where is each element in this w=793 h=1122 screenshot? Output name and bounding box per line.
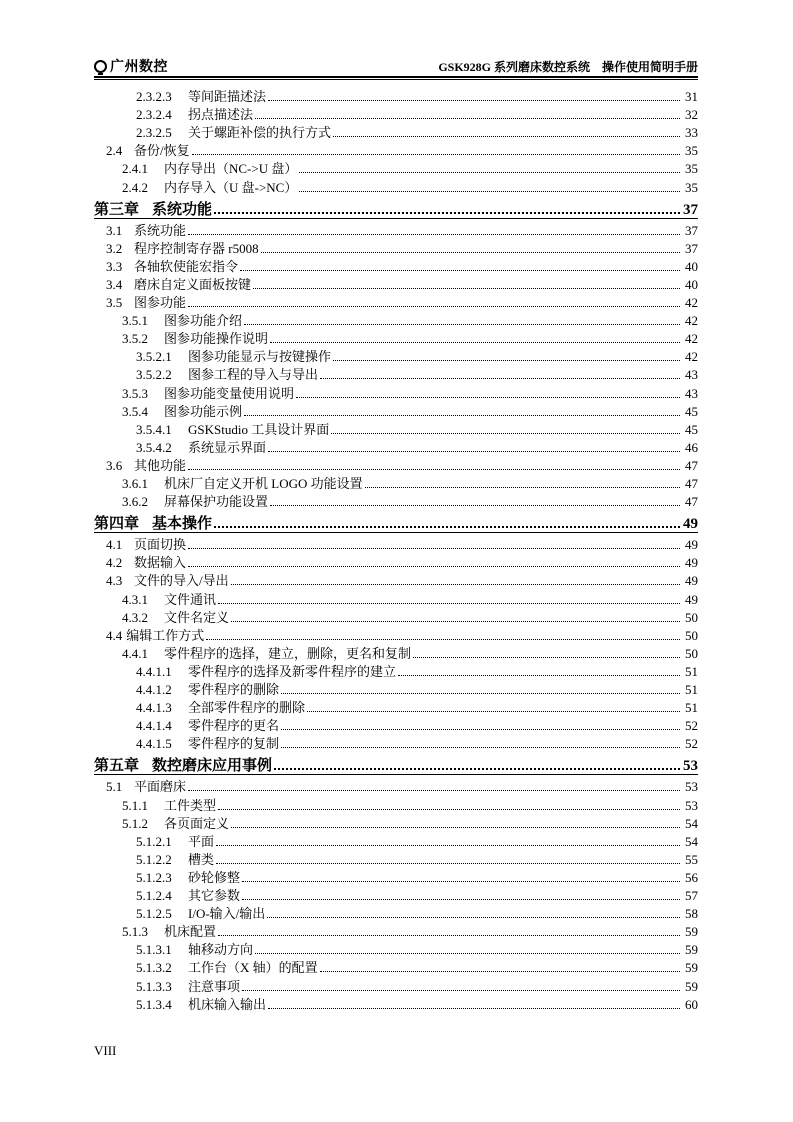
toc-title: 屏幕保护功能设置: [164, 494, 269, 510]
toc-row[interactable]: [94, 328, 698, 346]
gsk-logo: [94, 56, 168, 76]
toc-row[interactable]: [94, 104, 698, 122]
toc-row[interactable]: [94, 437, 698, 455]
dot-leader: [255, 952, 680, 954]
chapter-underline: [94, 774, 698, 775]
toc-row[interactable]: [94, 419, 698, 437]
header-rule-thin: [94, 79, 698, 80]
toc-page-number: 42: [685, 331, 698, 347]
toc-page-number: 51: [685, 682, 698, 697]
toc-title: 机床输入输出: [188, 996, 267, 1012]
toc-row[interactable]: [94, 643, 698, 661]
toc-number: 第四章: [94, 516, 140, 533]
dot-leader: [365, 486, 680, 488]
toc-row[interactable]: [94, 994, 698, 1012]
toc-page-number: 50: [685, 627, 698, 643]
toc-page-number: 45: [685, 421, 698, 437]
toc-number: 3.5.4: [122, 403, 148, 419]
toc-row[interactable]: [94, 921, 698, 939]
toc-page-number: 49: [685, 555, 698, 571]
dot-leader: [299, 190, 680, 192]
dot-leader: [268, 99, 680, 101]
toc-number: 2.4.2: [122, 179, 148, 195]
dot-leader: [188, 565, 680, 567]
dot-leader: [270, 504, 680, 506]
toc-number: 5.1.2.3: [136, 869, 172, 885]
toc-chapter-row[interactable]: [94, 510, 698, 532]
header-rule: [94, 76, 698, 78]
toc-row[interactable]: [94, 177, 698, 195]
toc-title: 各轴软使能宏指令: [134, 258, 239, 274]
toc-title: 机床配置: [164, 924, 217, 940]
toc-title: 图参功能操作说明: [164, 331, 269, 347]
toc-number: 3.5.2.1: [136, 349, 172, 365]
toc-number: 4.2: [106, 555, 123, 571]
dot-leader: [296, 396, 680, 398]
dot-leader: [188, 789, 680, 791]
toc-number: 3.6.2: [122, 494, 148, 510]
toc-row[interactable]: [94, 570, 698, 588]
toc-page-number: 59: [685, 942, 698, 958]
toc-page-number: 60: [685, 996, 698, 1012]
dot-leader: [274, 767, 680, 770]
toc-chapter-row[interactable]: [94, 196, 698, 218]
dot-leader: [188, 305, 680, 307]
toc-number: 4.4.1.5: [136, 736, 172, 752]
dot-leader: [216, 844, 680, 846]
toc-number: 第五章: [94, 758, 140, 775]
dot-leader: [214, 525, 680, 528]
dot-leader: [231, 620, 680, 622]
dot-leader: [231, 826, 680, 828]
toc-number: 5.1.3.4: [136, 996, 172, 1012]
toc-row[interactable]: [94, 661, 698, 679]
toc-number: 5.1.2.5: [136, 906, 172, 922]
toc-number: 3.3: [106, 258, 123, 274]
toc-title: 文件名定义: [164, 609, 230, 625]
toc-title: 图参功能介绍: [164, 313, 243, 329]
toc-number: 5.1.3: [122, 924, 148, 940]
dot-leader: [216, 862, 680, 864]
toc-page-number: 37: [683, 201, 698, 218]
toc-title: 磨床自定义面板按键: [134, 276, 252, 292]
toc-row[interactable]: [94, 473, 698, 491]
toc-row[interactable]: [94, 364, 698, 382]
toc-row[interactable]: [94, 491, 698, 509]
manual-title: GSK928G 系列磨床数控系统 操作使用简明手册: [438, 60, 698, 74]
toc-title: 零件程序的选择及新零件程序的建立: [188, 663, 397, 679]
toc-page-number: 50: [685, 609, 698, 625]
toc-title: 等间距描述法: [188, 89, 267, 104]
dot-leader: [240, 269, 680, 271]
dot-leader: [218, 602, 680, 604]
toc-title: 槽类: [188, 851, 215, 867]
toc-title: 机床厂自定义开机 LOGO 功能设置: [164, 476, 363, 491]
dot-leader: [218, 808, 680, 810]
dot-leader: [281, 728, 680, 730]
toc-title: 图参功能显示与按键操作: [188, 349, 332, 365]
toc-number: 3.2: [106, 240, 123, 256]
dot-leader: [307, 710, 680, 712]
toc-row[interactable]: [94, 625, 698, 643]
toc-page-number: 53: [683, 758, 698, 775]
toc-row[interactable]: [94, 158, 698, 176]
toc-page-number: 40: [685, 276, 698, 292]
toc-title: 零件程序的更名: [188, 718, 280, 734]
toc-title: I/O-输入/输出: [188, 906, 266, 922]
toc-number: 3.5.2: [122, 331, 148, 347]
toc-page-number: 56: [685, 869, 698, 885]
toc-page-number: 40: [685, 258, 698, 274]
toc-title: 文件通讯: [164, 591, 217, 607]
toc-row[interactable]: [94, 589, 698, 607]
page-number: VIII: [94, 1043, 117, 1058]
toc-row[interactable]: [94, 401, 698, 419]
dot-leader: [270, 341, 680, 343]
toc-number: 5.1.3.3: [136, 978, 172, 994]
toc-number: 4.1: [106, 537, 123, 553]
toc-row[interactable]: [94, 140, 698, 158]
toc-number: 3.1: [106, 222, 123, 238]
toc-title: 内存导入（U 盘->NC）: [164, 179, 298, 195]
toc-title: 零件程序的删除: [188, 682, 280, 697]
toc-row[interactable]: [94, 697, 698, 715]
dot-leader: [320, 377, 680, 379]
toc-page-number: 31: [685, 89, 698, 104]
toc-title: 图参功能: [134, 295, 187, 310]
toc-page-number: 47: [685, 494, 698, 510]
toc-number: 3.5.1: [122, 313, 148, 329]
toc-row[interactable]: [94, 455, 698, 473]
toc-page-number: 52: [685, 736, 698, 752]
dot-leader: [267, 916, 680, 918]
chapter-underline: [94, 532, 698, 533]
toc-number: 4.4.1.4: [136, 718, 172, 734]
toc-page-number: 58: [685, 906, 698, 922]
toc-title: 工作台（X 轴）的配置: [188, 960, 318, 976]
toc-row[interactable]: [94, 552, 698, 570]
toc-row[interactable]: [94, 903, 698, 921]
toc-page-number: 37: [685, 222, 698, 238]
toc-row[interactable]: [94, 831, 698, 849]
toc-page-number: 47: [685, 476, 698, 491]
toc-page-number: 46: [685, 439, 698, 455]
dot-leader: [253, 287, 680, 289]
toc-title: 零件程序的复制: [188, 736, 280, 752]
toc-title: 轴移动方向: [188, 942, 254, 958]
toc-title: 零件程序的选择，建立，删除，更名和复制: [164, 645, 412, 661]
toc-page-number: 59: [685, 960, 698, 976]
dot-leader: [281, 692, 680, 694]
dot-leader: [242, 880, 680, 882]
toc-row[interactable]: [94, 383, 698, 401]
toc-title: 其他功能: [134, 457, 187, 473]
toc-page-number: 59: [685, 924, 698, 940]
toc-title: 基本操作: [152, 516, 213, 533]
gsk-logo-icon: [94, 60, 107, 73]
toc-row[interactable]: [94, 715, 698, 733]
toc-number: 3.6.1: [122, 476, 148, 491]
toc-title: 编辑工作方式: [126, 627, 205, 643]
toc-page-number: 54: [685, 833, 698, 849]
dot-leader: [413, 656, 680, 658]
toc-chapter-row[interactable]: [94, 752, 698, 774]
toc-title: 图参功能变量使用说明: [164, 385, 295, 401]
toc-page-number: 52: [685, 718, 698, 734]
toc-number: 3.6: [106, 457, 123, 473]
dot-leader: [244, 414, 680, 416]
chapter-underline: [94, 218, 698, 219]
toc-row[interactable]: [94, 346, 698, 364]
toc-row[interactable]: [94, 813, 698, 831]
toc-number: 2.3.2.4: [136, 107, 172, 123]
dot-leader: [268, 450, 680, 452]
toc-title: 砂轮修整: [188, 869, 241, 885]
toc-row[interactable]: [94, 220, 698, 238]
toc-row[interactable]: [94, 274, 698, 292]
toc-title: 全部零件程序的删除: [188, 700, 306, 716]
toc-number: 4.3.1: [122, 591, 148, 607]
toc-title: 图参工程的导入与导出: [188, 367, 319, 383]
toc-number: 4.3.2: [122, 609, 148, 625]
dot-leader: [192, 153, 680, 155]
toc-page-number: 49: [683, 516, 698, 533]
toc-page-number: 50: [685, 645, 698, 661]
dot-leader: [206, 638, 680, 640]
dot-leader: [261, 251, 680, 253]
toc-number: 2.4.1: [122, 161, 148, 177]
toc-title: 系统功能: [134, 222, 187, 238]
toc-title: 数据输入: [134, 555, 187, 571]
toc-title: 注意事项: [188, 978, 241, 994]
logo-text: 广州数控: [110, 59, 168, 75]
toc-title: 平面磨床: [134, 779, 187, 795]
toc-row[interactable]: [94, 310, 698, 328]
dot-leader: [242, 898, 680, 900]
toc-row[interactable]: [94, 122, 698, 140]
toc-page-number: 59: [685, 978, 698, 994]
toc-number: 5.1.1: [122, 797, 148, 813]
toc-title: 系统功能: [152, 201, 213, 218]
dot-leader: [214, 211, 680, 214]
toc-page-number: 49: [685, 591, 698, 607]
toc-title: 数控磨床应用事例: [152, 758, 273, 775]
dot-leader: [299, 171, 680, 173]
toc-title: GSKStudio 工具设计界面: [188, 421, 330, 437]
toc-page-number: 42: [685, 349, 698, 365]
toc-number: 4.4.1: [122, 645, 148, 661]
dot-leader: [333, 135, 680, 137]
dot-leader: [331, 432, 680, 434]
toc-row[interactable]: [94, 733, 698, 751]
dot-leader: [242, 989, 680, 991]
toc-title: 其它参数: [188, 888, 241, 903]
toc-page-number: 35: [685, 179, 698, 195]
toc-number: 3.5: [106, 295, 123, 310]
toc-title: 各页面定义: [164, 815, 230, 831]
toc-page-number: 43: [685, 385, 698, 401]
toc-page-number: 47: [685, 457, 698, 473]
toc-page-number: 37: [685, 240, 698, 256]
toc-page-number: 45: [685, 403, 698, 419]
toc-number: 5.1.2: [122, 815, 148, 831]
toc-title: 关于螺距补偿的执行方式: [188, 125, 332, 141]
toc-row[interactable]: [94, 238, 698, 256]
toc-page-number: 51: [685, 663, 698, 679]
page-header: [94, 56, 698, 76]
toc-title: 备份/恢复: [134, 143, 190, 159]
toc-title: 文件的导入/导出: [134, 573, 229, 589]
toc-number: 5.1: [106, 779, 123, 795]
toc-row[interactable]: [94, 939, 698, 957]
toc-row[interactable]: [94, 776, 698, 794]
dot-leader: [281, 746, 680, 748]
dot-leader: [268, 1007, 680, 1009]
toc-number: 3.5.2.2: [136, 367, 172, 383]
toc-title: 页面切换: [134, 537, 187, 553]
toc-number: 2.3.2.5: [136, 125, 172, 141]
dot-leader: [231, 583, 680, 585]
toc-number: 4.4.1.2: [136, 682, 172, 697]
toc-page-number: 33: [685, 125, 698, 141]
dot-leader: [244, 323, 680, 325]
dot-leader: [188, 468, 680, 470]
toc-number: 3.5.4.2: [136, 439, 172, 455]
dot-leader: [188, 547, 680, 549]
toc-page-number: 43: [685, 367, 698, 383]
toc-row[interactable]: [94, 795, 698, 813]
toc-title: 系统显示界面: [188, 439, 267, 455]
toc-number: 3.4: [106, 276, 123, 292]
toc-row[interactable]: [94, 867, 698, 885]
toc-title: 平面: [188, 833, 215, 849]
toc-page-number: 57: [685, 888, 698, 903]
toc-title: 内存导出（NC->U 盘）: [164, 161, 298, 177]
dot-leader: [398, 674, 680, 676]
toc-row[interactable]: [94, 957, 698, 975]
toc-row[interactable]: [94, 607, 698, 625]
toc-row[interactable]: [94, 292, 698, 310]
toc-page-number: 51: [685, 700, 698, 716]
toc-number: 5.1.2.1: [136, 833, 172, 849]
toc-page-number: 32: [685, 107, 698, 123]
toc-page-number: 35: [685, 143, 698, 159]
toc-title: 程序控制寄存器 r5008: [134, 240, 259, 256]
toc-row[interactable]: [94, 976, 698, 994]
toc-number: 4.4.1.3: [136, 700, 172, 716]
toc-page-number: 35: [685, 161, 698, 177]
toc-number: 5.1.3.2: [136, 960, 172, 976]
toc-row[interactable]: [94, 86, 698, 104]
toc-row[interactable]: [94, 885, 698, 903]
dot-leader: [320, 970, 680, 972]
toc-row[interactable]: [94, 849, 698, 867]
toc-number: 5.1.2.2: [136, 851, 172, 867]
toc-page-number: 54: [685, 815, 698, 831]
toc-number: 2.4: [106, 143, 123, 159]
toc-number: 5.1.2.4: [136, 888, 172, 903]
toc-number: 5.1.3.1: [136, 942, 172, 958]
toc-row[interactable]: [94, 256, 698, 274]
toc-row[interactable]: [94, 534, 698, 552]
toc-page-number: 49: [685, 537, 698, 553]
toc-title: 拐点描述法: [188, 107, 254, 123]
toc-number: 2.3.2.3: [136, 89, 172, 104]
toc-page-number: 53: [685, 779, 698, 795]
toc-page-number: 42: [685, 313, 698, 329]
dot-leader: [218, 934, 680, 936]
toc-page-number: 53: [685, 797, 698, 813]
toc-row[interactable]: [94, 679, 698, 697]
toc-title: 图参功能示例: [164, 403, 243, 419]
toc-title: 工件类型: [164, 797, 217, 813]
toc-number: 4.4.1.1: [136, 663, 172, 679]
dot-leader: [255, 117, 680, 119]
dot-leader: [188, 233, 680, 235]
toc-number: 4.3: [106, 573, 123, 589]
toc-page-number: 55: [685, 851, 698, 867]
toc-number: 第三章: [94, 201, 140, 218]
toc-page-number: 49: [685, 573, 698, 589]
toc-number: 3.5.4.1: [136, 421, 172, 437]
toc-number: 4.4: [106, 627, 123, 643]
toc-page-number: 42: [685, 295, 698, 310]
dot-leader: [333, 359, 680, 361]
toc-number: 3.5.3: [122, 385, 148, 401]
